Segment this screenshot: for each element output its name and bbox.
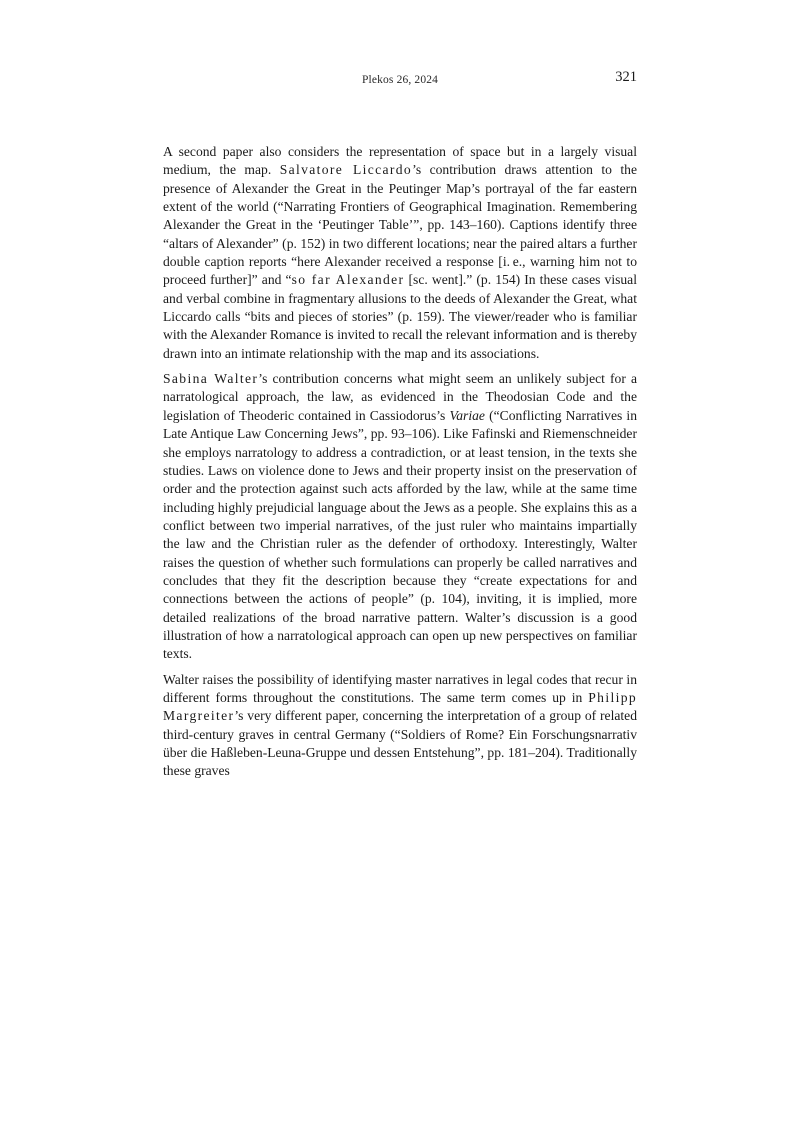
proper-name-letterspaced: Salvatore Liccardo (279, 162, 413, 178)
running-head (163, 69, 637, 88)
page-number: 321 (615, 69, 637, 85)
para-walter (163, 370, 637, 664)
proper-name-letterspaced: Philipp Margreiter (163, 689, 637, 724)
proper-name-letterspaced: Sabina Walter (163, 371, 259, 387)
text-run: Walter raises the possibility of identifying master narratives in legal codes that recur in different forms throughout the constitutions. The same term comes up in (163, 671, 637, 705)
para-liccardo (163, 143, 637, 363)
body-text-block (163, 143, 637, 781)
running-head-title: Plekos 26, 2024 (361, 74, 439, 86)
text-run: ’s contribution concerns what might seem an unlikely subject for a narratological approach, the law, as evidenced in the Theodosian Code and the legislation of Theoderic contained in Cassiodorus’s (163, 371, 637, 423)
text-run: ’s contribution draws attention to the presence of Alexander the Great in the Peutinger Map’s portrayal of the far eastern extent of the world (“Narrating Frontiers of Geographical Imagination. Remembering Alexander the Great in the ‘Peutinger Table’”, pp. 143–160). Captions identify three “altars of Alexander” (p. 152) in two different locations; near the paired altars a further double caption reports “here Alexander received a response [i. e., warning him not to proceed further]” and “ (163, 162, 638, 288)
para-margreiter (163, 671, 637, 781)
work-title-italic: Variae (449, 407, 485, 423)
proper-name-letterspaced: so far Alexander (291, 272, 405, 288)
text-run: A second paper also considers the representation of space but in a largely visual medium, the map. (163, 144, 637, 178)
text-run: (“Conflicting Narratives in Late Antique Law Concerning Jews”, pp. 93–106). Like Fafinski and Riemenschneider she employs narratology to address a contradiction, or at least tension, in the texts she studies. Laws on violence done to Jews and their property insist on the preservation of order and the protection against such acts afforded by the law, while at the same time including highly prejudicial language about the Jews as a people. She explains this as a conflict between two imperial narratives, of the just ruler who maintains impartially the law and the Christian ruler as the defender of orthodoxy. Interestingly, Walter raises the question of whether such formulations can properly be called narratives and concludes that they fit the description because they “create expectations for and connections between the actions of people” (p. 104), inviting, it is implied, more detailed realizations of the broad narrative pattern. Walter’s discussion is a good illustration of how a narratological approach can open up new perspectives on familiar texts. (163, 407, 637, 662)
text-run: [sc. went].” (p. 154) In these cases visual and verbal combine in fragmentary allusions to the deeds of Alexander the Great, what Liccardo calls “bits and pieces of stories” (p. 159). The viewer/reader who is familiar with the Alexander Romance is invited to recall the relevant information and is thereby drawn into an intimate relationship with the map and its associations. (163, 272, 637, 361)
text-run: ’s very different paper, concerning the interpretation of a group of related third-century graves in central Germany (“Soldiers of Rome? Ein Forschungsnarrativ über die Haßleben-Leuna-Gruppe und dessen Entstehung”, pp. 181–204). Traditionally these graves (163, 708, 637, 779)
